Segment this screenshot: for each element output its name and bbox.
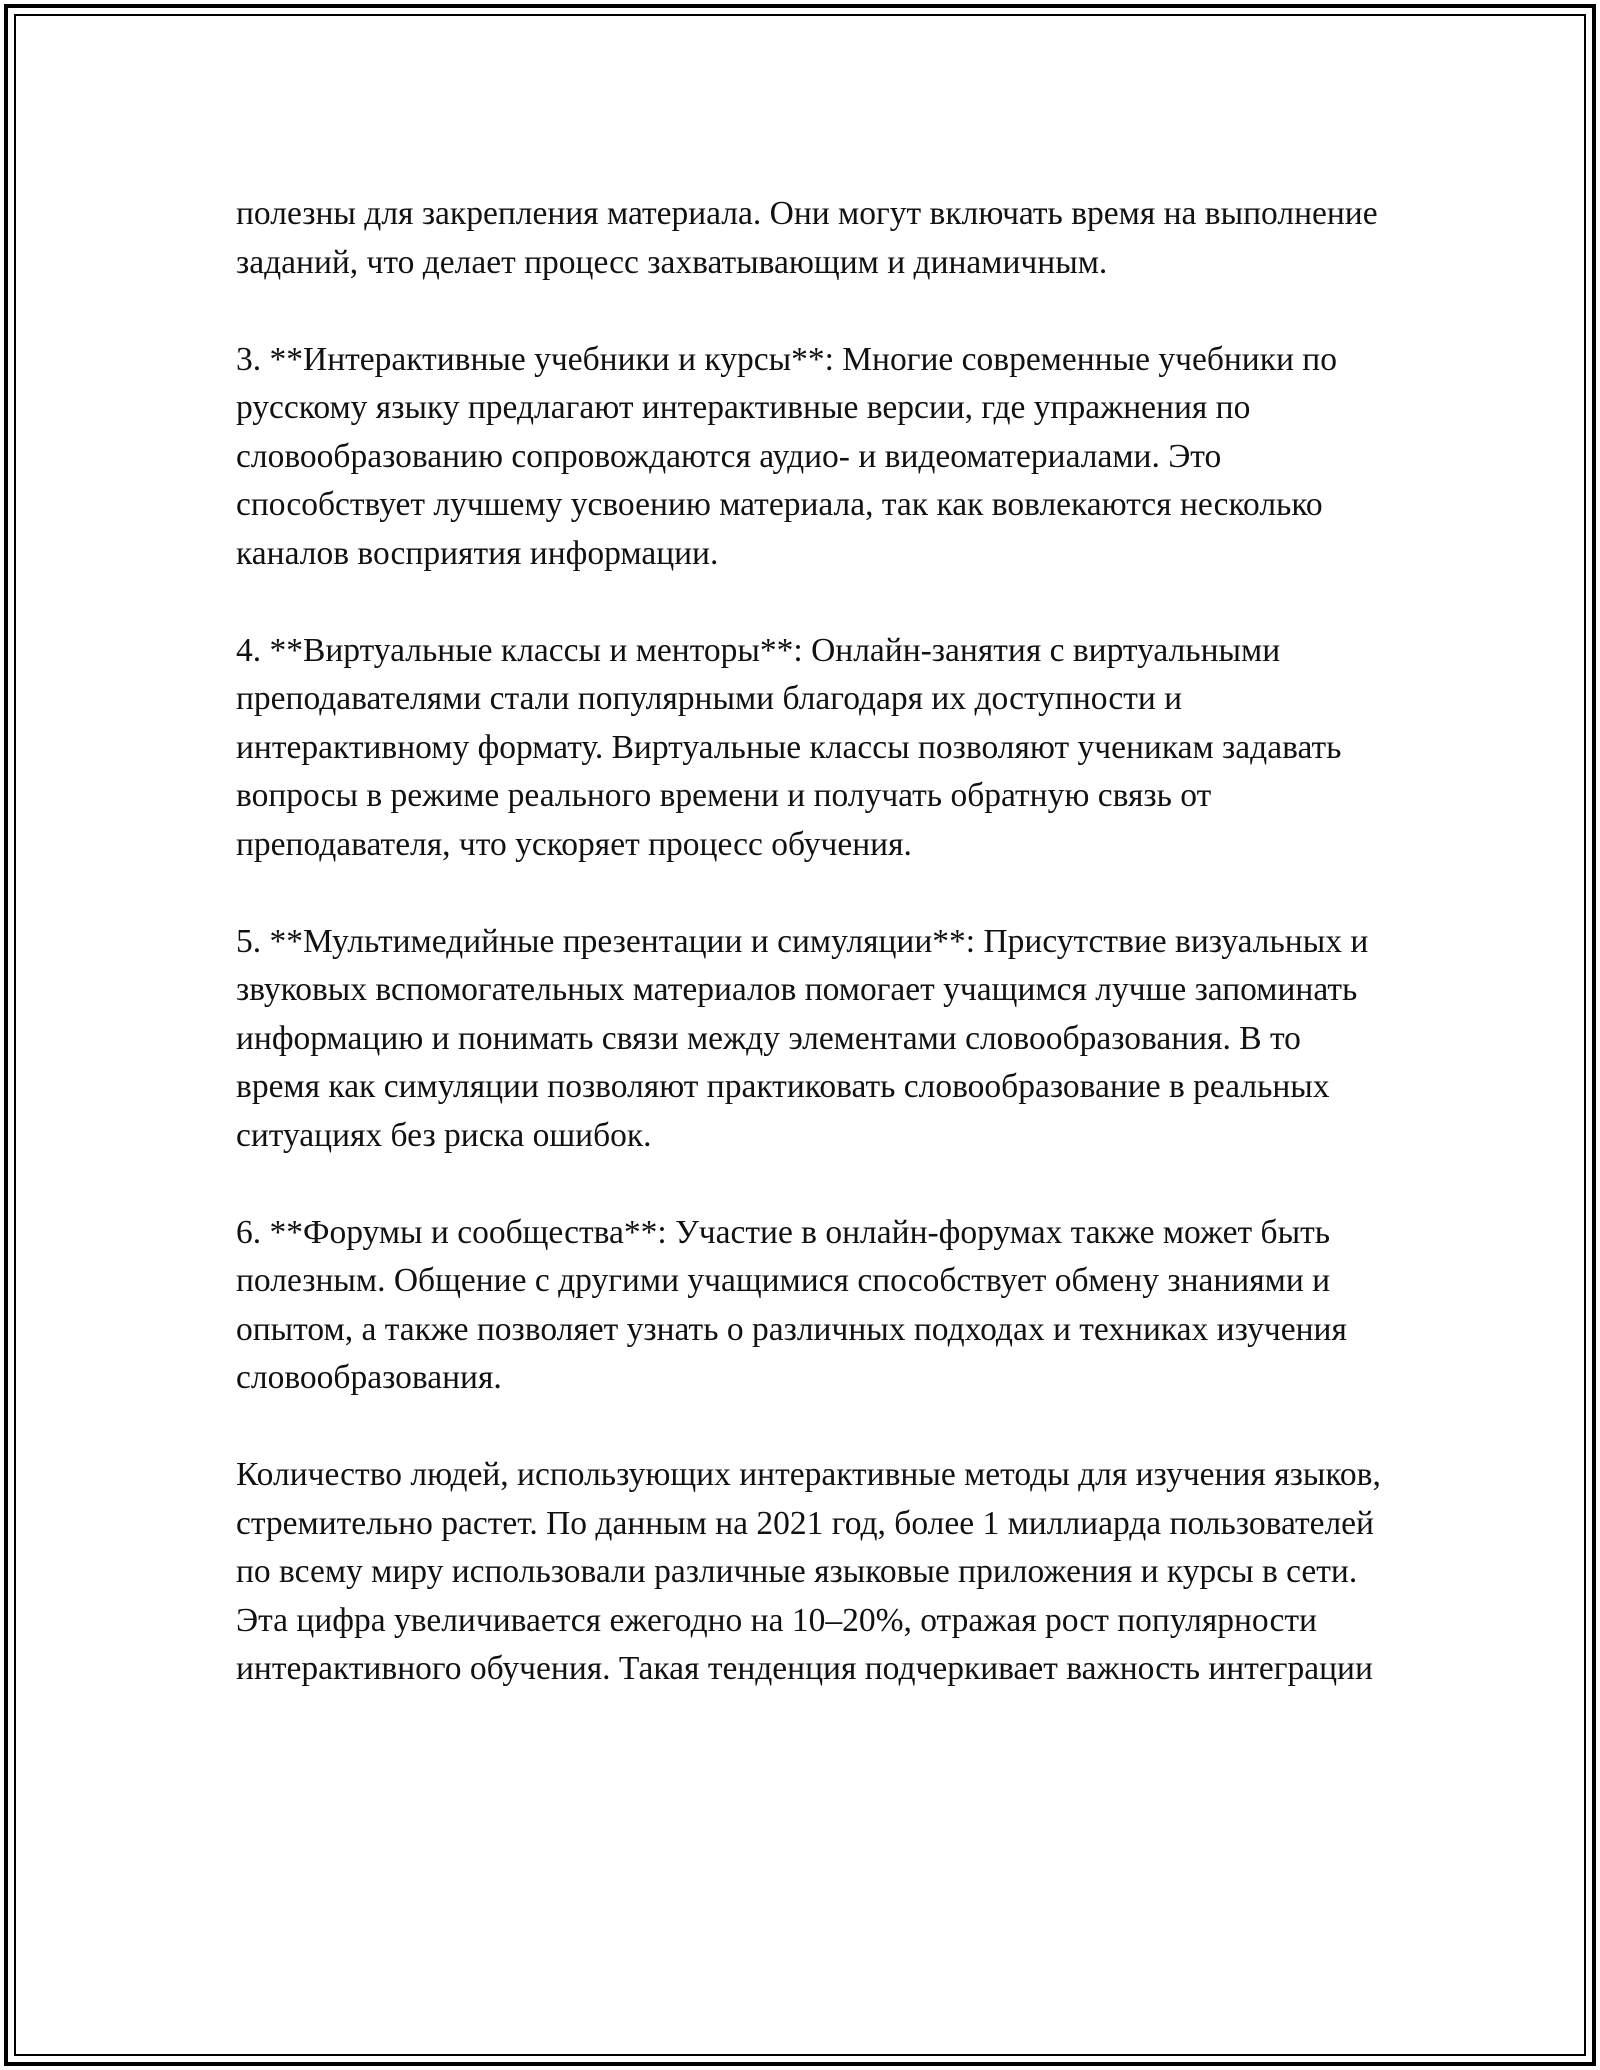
paragraph-interactive-textbooks: 3. **Интерактивные учебники и курсы**: Многие современные учебники по русскому языку предлагают интерактивные версии, где упражнения по словообразованию сопровождаются аудио- и видеоматериалами. Это способствует лучшему усвоению материала, так как вовлекаются несколько каналов восприятия информации. — [236, 340, 1337, 572]
paragraph-virtual-classes: 4. **Виртуальные классы и менторы**: Онлайн-занятия с виртуальными преподавателями стали популярными благодаря их доступности и интерактивному формату. Виртуальные классы позволяют ученикам задавать вопросы в режиме реального времени и получать обратную связь от преподавателя, что ускоряет процесс обучения. — [236, 631, 1342, 863]
paragraph-continuation: полезны для закрепления материала. Они могут включать время на выполнение заданий, что делает процесс захватывающим и динамичным. — [236, 195, 1378, 281]
paragraph-usage-statistics: Количество людей, использующих интерактивные методы для изучения языков, стремительно растет. По данным на 2021 год, более 1 миллиарда пользователей по всему миру использовали различные языковые приложения и курсы в сети. Эта цифра увеличивается ежегодно на 10–20%, отражая рост популярности интерактивного обучения. Такая тенденция подчеркивает важность интеграции — [236, 1456, 1381, 1687]
paragraph-multimedia-presentations: 5. **Мультимедийные презентации и симуляции**: Присутствие визуальных и звуковых вспомогательных материалов помогает учащимся лучше запоминать информацию и понимать связи между элементами словообразования. В то время как симуляции позволяют практиковать словообразование в реальных ситуациях без риска ошибок. — [236, 922, 1369, 1154]
document-body — [236, 190, 1386, 1694]
paragraph-forums-communities: 6. **Форумы и сообщества**: Участие в онлайн-форумах также может быть полезным. Общение с другими учащимися способствует обмену знаниями и опытом, а также позволяет узнать о различных подходах и техниках изучения словообразования. — [236, 1213, 1347, 1396]
